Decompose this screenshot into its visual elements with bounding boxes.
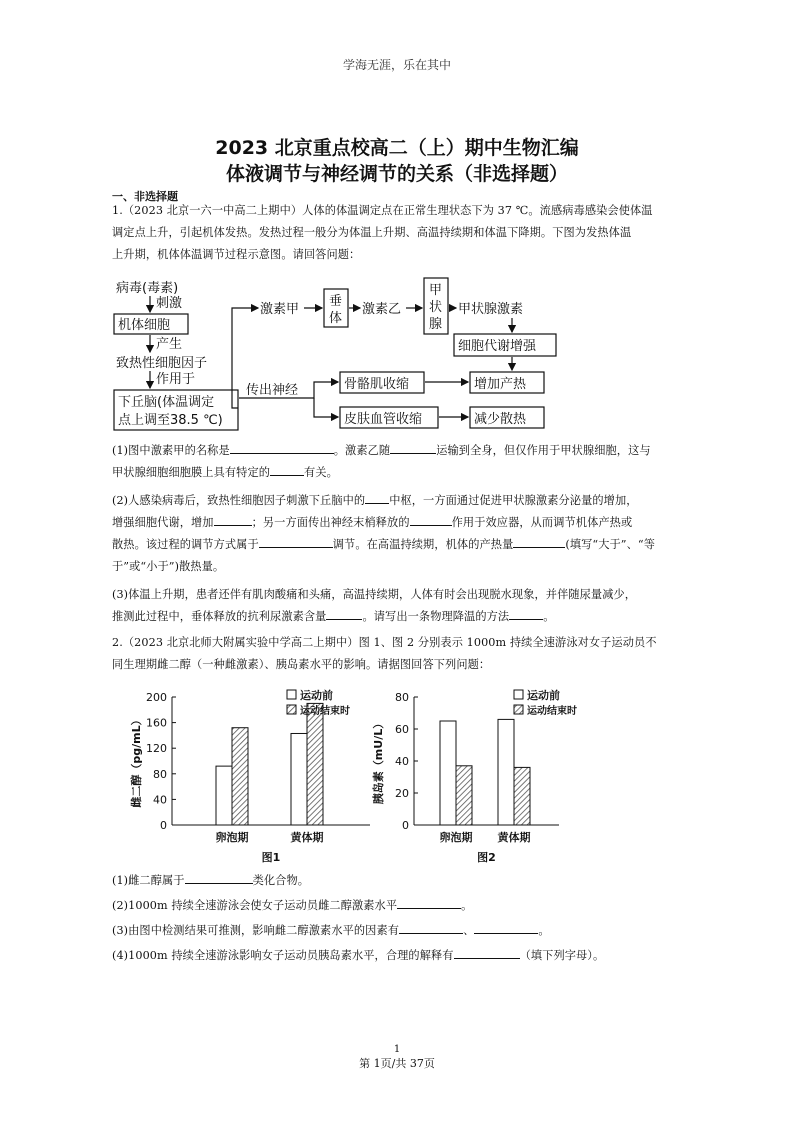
answer-blank[interactable] [513,535,565,548]
y-tick-label: 60 [395,723,409,736]
legend-label: 运动结束时 [527,706,577,717]
answer-blank[interactable] [365,491,389,504]
answer-blank[interactable] [399,921,463,934]
y-tick-label: 20 [395,787,409,800]
bar [232,728,248,825]
y-tick-label: 80 [395,691,409,704]
muscle-label: 骨骼肌收缩 [344,377,410,392]
answer-blank[interactable] [326,607,362,620]
answer-blank[interactable] [454,946,520,959]
answer-blank[interactable] [410,513,452,526]
virus-label: 病毒(毒素) [116,281,179,296]
answer-blank[interactable] [230,441,334,454]
stimulate-label: 刺激 [156,296,183,311]
bar [456,766,472,825]
page-label: 第 1页/共 37页 [359,1057,435,1070]
q1-intro-line: 调定点上升，引起机体发热。发热过程一般分为体温上升期、高温持续期和体温下降期。下图为发热体温 [112,226,632,239]
thyroid-label-1: 甲 [429,283,443,298]
bar [307,703,323,825]
arrow [314,398,338,417]
y-tick-label: 0 [160,819,167,832]
bar [291,733,307,825]
chart-2 [371,688,577,864]
pituitary-label-2: 体 [329,311,343,326]
section-label: 一、非选择题 [112,190,178,203]
page-title: 2023 北京重点校高二（上）期中生物汇编 [215,137,579,159]
answer-blank[interactable] [474,921,538,934]
header-motto: 学海无涯，乐在其中 [342,58,451,72]
answer-blank[interactable] [509,607,543,620]
heat-down-label: 减少散热 [474,412,527,427]
metabolism-label: 细胞代谢增强 [458,339,537,354]
thyroid-hormone-label: 甲状腺激素 [458,302,524,317]
produce-label: 产生 [156,337,183,352]
answer-blank[interactable] [259,535,333,548]
legend-label: 运动前 [527,689,560,702]
page-subtitle: 体液调节与神经调节的关系（非选择题） [225,163,568,185]
bar [514,767,530,825]
x-tick-label: 黄体期 [290,831,324,844]
q1-part1: (1)图中激素甲的名称是 。激素乙随 运输到全身，但仅作用于甲状腺细胞，这与 甲状腺细胞细胞膜上具有特定的 有关。 [112,440,682,484]
y-tick-label: 160 [146,716,167,730]
q1-intro-line: 上升期，机体体温调节过程示意图。请回答问题： [112,248,361,261]
q1-part3: (3)体温上升期，患者还伴有肌肉酸痛和头痛，高温持续期，人体有时会出现脱水现象，并伴随尿量减少， 推测此过程中，垂体释放的抗利尿激素含量 。请写出一条物理降温的方法 。 [112,588,637,623]
y-tick-label: 80 [153,767,167,781]
nerve-label: 传出神经 [246,383,299,398]
legend-swatch [514,690,523,699]
legend-swatch [287,690,296,699]
answer-blank[interactable] [397,896,461,909]
pituitary-label-1: 垂 [329,294,343,309]
q1-intro [112,200,682,266]
x-tick-label: 卵泡期 [215,831,249,844]
thyroid-label-3: 腺 [429,317,443,332]
hormone-a-label: 激素甲 [260,302,300,317]
figure-charts [112,685,612,865]
y-axis-label: 雌二醇（pg/mL） [130,714,143,808]
answer-blank[interactable] [185,871,253,884]
legend-swatch [514,705,523,714]
body-cells-label: 机体细胞 [118,318,171,333]
page-number: 1 [393,1044,401,1055]
y-axis-label: 胰岛素（mU/L） [372,717,385,805]
q1-part2: (2)人感染病毒后，致热性细胞因子刺激下丘脑中的 中枢，一方面通过促进甲状腺激素分泌量的增加， 增强细胞代谢，增加 ；另一方面传出神经末梢释放的 作用于效应器，从而调节机体产热或 散热。该过程的调节方式属于 调节。在高温持续期，机体的产热量 (填写“大于”、“等 于”或“小于”)散热量。 [112,490,682,578]
arrow [306,382,338,398]
bar [498,719,514,825]
chart-title: 图2 [477,851,496,864]
y-tick-label: 40 [395,755,409,768]
footer [0,1045,794,1071]
thermoregulation-diagram [112,272,592,432]
heat-up-label: 增加产热 [474,377,527,392]
y-tick-label: 200 [146,691,167,704]
vessel-label: 皮肤血管收缩 [344,412,423,427]
answer-blank[interactable] [270,463,304,476]
bar [440,721,456,825]
act-on-label: 作用于 [156,372,196,387]
y-tick-label: 40 [153,793,167,807]
hypothalamus-label-2: 点上调至38.5 ℃) [118,413,223,428]
pyrogen-label: 致热性细胞因子 [116,356,208,371]
q2-intro: 2.（2023 北京北师大附属实验中学高二上期中）图 1、图 2 分别表示 1000m 持续全速游泳对女子运动员不 同生理期雌二醇（一种雌激素）、胰岛素水平的影响。请据图回答下列问题： [112,636,657,671]
legend-label: 运动前 [300,689,333,702]
y-tick-label: 0 [402,819,409,832]
legend-label: 运动结束时 [300,706,350,717]
answer-blank[interactable] [214,513,252,526]
thyroid-label-2: 状 [429,300,443,315]
chart-title: 图1 [261,851,281,864]
y-tick-label: 120 [146,742,167,756]
chart-1 [129,688,370,864]
hypothalamus-label-1: 下丘脑(体温调定 [118,395,215,410]
legend-swatch [287,705,296,714]
q1-intro-line: 1.（2023 北京一六一中高二上期中）人体的体温调定点在正常生理状态下为 37 ℃。流感病毒感染会使体温 [112,204,653,217]
hormone-b-label: 激素乙 [362,302,402,317]
bar [216,766,232,825]
q2-questions: (1)雌二醇属于 类化合物。 (2)1000m 持续全速游泳会使女子运动员雌二醇激素水平 。 (3)由图中检测结果可推测，影响雌二醇激素水平的因素有 、 。 (4)1000m 持续全速游泳影响女子运动员胰岛素水平，合理的解释有 （填下列字母）。 [112,870,682,967]
answer-blank[interactable] [390,441,436,454]
x-tick-label: 黄体期 [497,831,531,844]
x-tick-label: 卵泡期 [439,831,473,844]
